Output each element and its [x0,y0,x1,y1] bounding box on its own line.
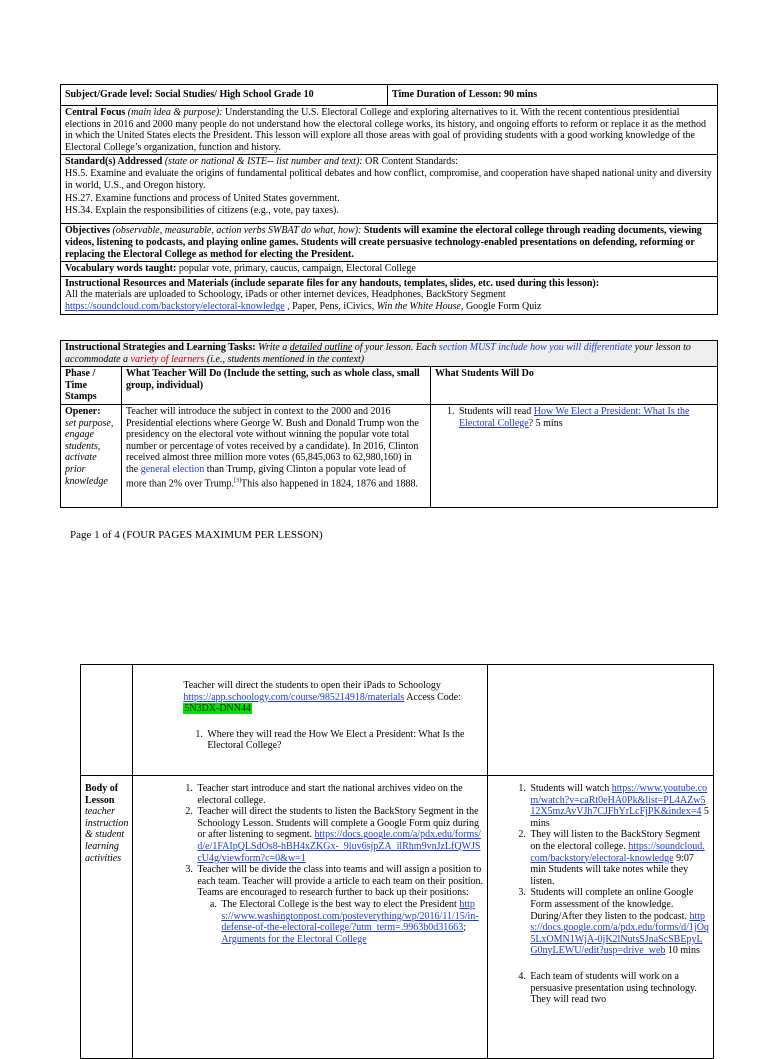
general-election-link[interactable]: general election [140,463,205,475]
opener-students-cell [431,404,718,507]
standard-hs27: HS.27. Examine functions and process of United States government. [65,193,340,205]
standards-suffix: OR Content Standards: [365,156,458,168]
body-sub: teacher instruction & student learning activities [85,806,129,864]
subject-text: Subject/Grade level: Social Studies/ High School Grade 10 [65,89,314,101]
p2-teacher-intro-cell [133,665,488,776]
col-students-header: What Students Will Do [431,367,718,405]
teacher-step-3: 3. Teacher will be divide the class into teams and will assign a position to each team. Teacher will provide a article to each team on their position. Teams are encouraged to research further to back up their positions: a. The Electoral College is the best way to elect the President https://www.washingtonpost.com/posteverything/wp/2016/11/15/in-defense-of-the-electoral-college/?utm_term=.9963b0d31663; Arguments for the Electoral College [195,864,483,945]
page2-table [80,664,714,1059]
col-phase-header: Phase / Time Stamps [61,367,122,405]
opener-phase-cell [61,404,122,507]
vocabulary-cell [61,262,718,277]
backstory-link[interactable]: https://soundcloud.com/backstory/electoral-knowledge [65,300,285,312]
vocabulary-label: Vocabulary words taught: [65,263,177,275]
objectives-hint: (observable, measurable, action verbs SWBAT do what, how): [110,225,364,237]
col-teacher-header: What Teacher Will Do (Include the setting, such as whole class, small group, individual) [122,367,431,405]
teacher-step-3a: a. The Electoral College is the best way to elect the President https://www.washingtonpost.com/posteverything/wp/2016/11/15/in-defense-of-the-electoral-college/?utm_term=.9963b0d31663; Arguments for the Electoral College [219,899,483,945]
student-step-4: 4. Each team of students will work on a persuasive presentation using technology. They will read two [528,971,709,1006]
strategies-label: Instructional Strategies and Learning Tasks: [65,342,256,353]
objectives-text: Students will examine the electoral college through reading documents, viewing videos, listening to podcasts, and playing online games. Students will create persuasive technology-enabled presentations on defending, reforming or replacing the Electoral College as method for electing the President. [65,225,702,260]
how-we-elect-link[interactable]: How We Elect a President: What Is the Electoral College [459,405,690,429]
washington-post-link[interactable]: https://www.washingtonpost.com/posteverything/wp/2016/11/15/in-defense-of-the-electoral-college/?utm_term=.9963b0d31663 [221,898,479,934]
objectives-label: Objectives [65,225,110,237]
opener-sub: set purpose, engage students, activate prior knowledge [65,417,114,487]
youtube-link[interactable]: https://www.youtube.com/watch?v=caRt0eHA0Pk&list=PL4AZw512X5mzAvVJh7CJFhYrLcFjPK&index=4 [530,783,708,818]
p2-intro-item: 1. Where they will read the How We Elect a President: What Is the Electoral College? [205,729,483,752]
body-phase-cell [81,776,133,1059]
standards-cell [61,155,718,224]
body-students-cell [488,776,714,1059]
student-step-1: 1. Students will watch https://www.youtube.com/watch?v=caRt0eHA0Pk&list=PL4AZw512X5mzAvVJh7CJFhYrLcFjPK&index=4 5 mins [528,783,709,829]
central-focus-label: Central Focus [65,107,126,118]
resources-label: Instructional Resources and Materials (include separate files for any handouts, templates, slides, etc. used during this lesson): [65,277,600,289]
central-focus-hint: (main idea & purpose): [125,107,225,118]
p2-intro-text: Teacher will direct the students to open their iPads to Schoology [183,680,441,691]
duration-cell [388,85,718,106]
resources-line2: https://soundcloud.com/backstory/electoral-knowledge , Paper, Pens, iCivics, Win the White House, Google Form Quiz [65,300,542,312]
central-focus-cell [61,106,718,155]
soundcloud-link[interactable]: https://soundcloud.com/backstory/electoral-knowledge [530,840,705,864]
vocabulary-text: popular vote, primary, caucus, campaign, Electoral College [176,263,416,275]
standard-hs5: HS.5. Examine and evaluate the origins of fundamental political debates and how conflict, compromise, and cooperation have shaped national unity and diversity in world, U.S., and Oregon history. [65,167,712,191]
p2-students-intro-cell [488,665,714,776]
duration-text: Time Duration of Lesson: 90 mins [392,89,538,101]
student-step-2: 2. They will listen to the BackStory Segment on the electoral college. https://soundcloud.com/backstory/electoral-knowledge 9:07 min Students will take notes while they listen. [528,829,709,887]
teacher-step-1: 1. Teacher start introduce and start the national archives video on the electoral college. [195,783,483,806]
resources-cell [61,276,718,314]
central-focus-text: Understanding the U.S. Electoral College and exploring alternatives to it. With the recent contentious presidential elections in 2016 and 2000 many people do not understand how the electoral college works, its history, and ongoing efforts to reform or replace it as the method in which the United States elects the President. This lesson will explore all those areas with goal of providing students with a good working knowledge of the Electoral College’s organization, function and history. [65,107,706,153]
opener-label: Opener: [65,405,101,417]
access-code: 5N3DX-DNN44 [184,703,251,715]
p2-schoology-line: https://app.schoology.com/course/985214918/materials Access Code: 5N3DX-DNN44 [183,691,461,715]
standards-hint: (state or national & ISTE-- list number and text): [162,156,366,168]
google-form-link[interactable]: https://docs.google.com/a/pdx.edu/forms/d/e/1FAIpQLSdOs8-hBH4xZKGx-_9luv6sjpZA_ilRhm9vnJzLfQWJScU4g/viewform?c=0&w=1 [197,829,481,864]
p2-phase-empty [81,665,133,776]
body-label: Body of Lesson [85,783,119,806]
body-teacher-cell [133,776,488,1059]
schoology-link[interactable]: https://app.schoology.com/course/985214918/materials [183,691,405,703]
page-number: Page 1 of 4 (FOUR PAGES MAXIMUM PER LESSON) [70,529,323,541]
student-step-3: 3. Students will complete an online Google Form assessment of the knowledge. During/After they listen to the podcast. https://docs.google.com/a/pdx.edu/forms/d/1jOq5LxOMN1WjA-0jK2lNutsSJnaScSBEpyLG0nyLEWU/edit?usp=drive_web 10 mins [528,887,709,957]
strategies-table [60,340,718,508]
subject-cell [61,85,388,106]
lesson-info-table [60,84,718,315]
teacher-step-2: 2. Teacher will direct the students to listen the BackStory Segment in the Schoology Lesson. Students will complete a Google Form quiz during or after listening to segment. https://docs.google.com/a/pdx.edu/forms/d/e/1FAIpQLSdOs8-hBH4xZKGx-_9luv6sjpZA_ilRhm9vnJzLfQWJScU4g/viewform?c=0&w=1 [195,806,483,864]
opener-student-item: 1. Students will read How We Elect a President: What Is the Electoral College? 5 mins [457,406,713,429]
assessment-link[interactable]: https://docs.google.com/a/pdx.edu/forms/d/1jOq5LxOMN1WjA-0jK2lNutsSJnaScSBEpyLG0nyLEWU/edit?usp=drive_web [530,910,709,957]
resources-line1: All the materials are uploaded to Schoology, iPads or other internet devices, Headphones, BackStory Segment [65,289,506,301]
strategies-header-cell: Instructional Strategies and Learning Tasks: Write a detailed outline of your lesson. Each section MUST include how you will differentiate your lesson to accommodate a variety of learners (i.e., students mentioned in the context) [61,341,718,367]
opener-teacher-cell: Teacher will introduce the subject in context to the 2000 and 2016 Presidential elections where George W. Bush and Donald Trump won the presidency on the electoral vote without winning the popular vote total number or percentage of votes received by a candidate). In 2016, Clinton received almost three million more votes (65,845,063 to 62,980,160) in the general election than Trump, giving Clinton a popular vote lead of more than 2% over Trump.[3]This also happened in 1824, 1876 and 1888. [122,404,431,507]
standard-hs34: HS.34. Explain the responsibilities of citizens (e.g., vote, pay taxes). [65,204,339,216]
objectives-cell [61,224,718,262]
standards-label: Standard(s) Addressed [65,156,163,168]
arguments-link[interactable]: Arguments for the Electoral College [221,933,367,945]
